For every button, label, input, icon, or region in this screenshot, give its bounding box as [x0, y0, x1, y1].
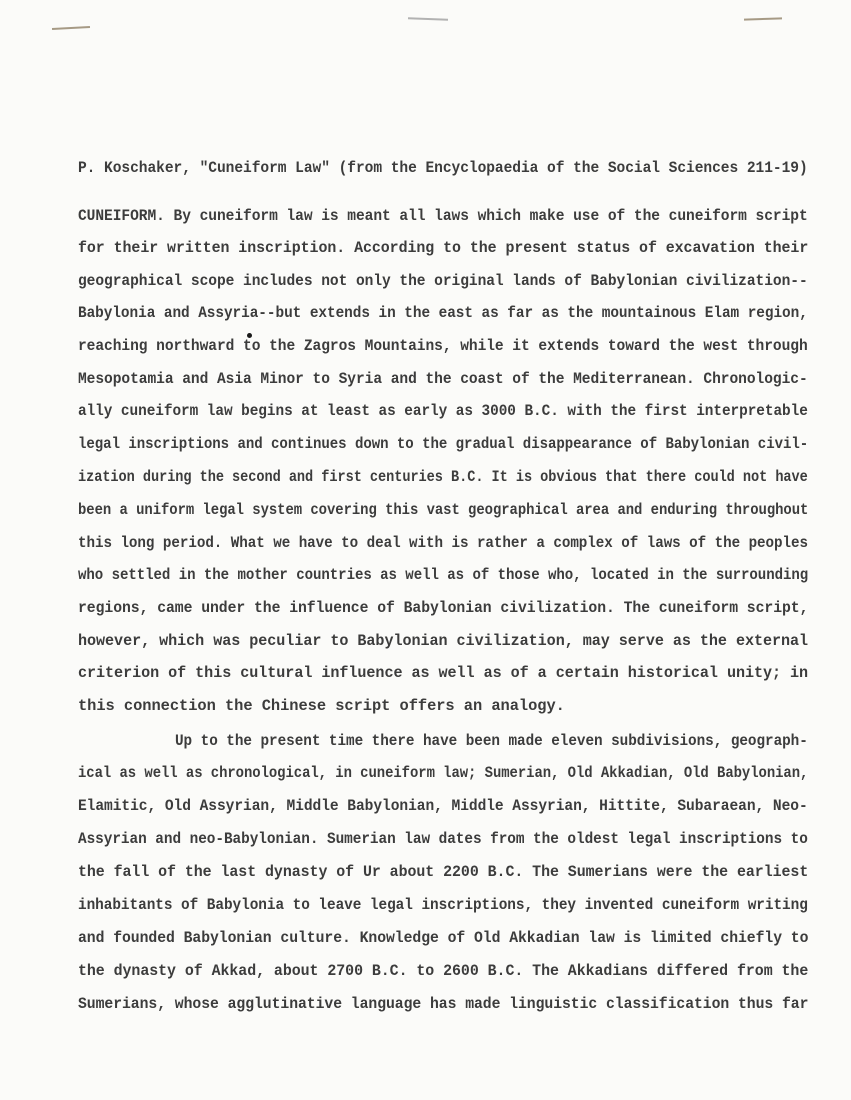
- staple-mark-left: [52, 26, 90, 30]
- text-line: Sumerians, whose agglutinative language has made linguistic classification thus far: [78, 995, 809, 1013]
- text-line: and founded Babylonian culture. Knowledge of Old Akkadian law is limited chiefly to: [78, 929, 809, 947]
- text-line: the dynasty of Akkad, about 2700 B.C. to 2600 B.C. The Akkadians differed from the: [78, 962, 809, 980]
- text-line: criterion of this cultural influence as well as of a certain historical unity; in: [78, 664, 809, 682]
- text-line: this long period. What we have to deal with is rather a complex of laws of the peoples: [78, 534, 808, 552]
- text-line: Mesopotamia and Asia Minor to Syria and the coast of the Mediterranean. Chronologic-: [78, 370, 808, 388]
- text-line: regions, came under the influence of Babylonian civilization. The cuneiform script,: [78, 599, 809, 617]
- paragraph-indent-line: Up to the present time there have been made eleven subdivisions, geograph-: [175, 732, 808, 750]
- text-line: ally cuneiform law begins at least as early as 3000 B.C. with the first interpretable: [78, 402, 808, 420]
- text-line: Assyrian and neo-Babylonian. Sumerian law dates from the oldest legal inscriptions to: [78, 830, 808, 848]
- text-line: Babylonia and Assyria--but extends in the east as far as the mountainous Elam region,: [78, 304, 808, 322]
- text-line: for their written inscription. According to the present status of excavation their: [78, 239, 809, 257]
- text-line: reaching northward to the Zagros Mountains, while it extends toward the west through: [78, 337, 808, 355]
- text-line: CUNEIFORM. By cuneiform law is meant all laws which make use of the cuneiform script: [78, 207, 808, 225]
- staple-mark-right: [744, 17, 782, 20]
- staple-mark-center: [408, 17, 448, 20]
- text-line: ization during the second and first centuries B.C. It is obvious that there could not have: [78, 468, 808, 486]
- text-line: Elamitic, Old Assyrian, Middle Babylonian, Middle Assyrian, Hittite, Subaraean, Neo-: [78, 797, 808, 815]
- text-line: this connection the Chinese script offers an analogy.: [78, 697, 565, 715]
- document-header: P. Koschaker, "Cuneiform Law" (from the Encyclopaedia of the Social Sciences 211-19): [78, 159, 808, 177]
- text-line: the fall of the last dynasty of Ur about 2200 B.C. The Sumerians were the earliest: [78, 863, 809, 881]
- text-line: geographical scope includes not only the original lands of Babylonian civilization--: [78, 272, 808, 290]
- text-line: who settled in the mother countries as well as of those who, located in the surrounding: [78, 566, 809, 584]
- text-line: however, which was peculiar to Babylonian civilization, may serve as the external: [78, 632, 809, 650]
- text-line: ical as well as chronological, in cuneiform law; Sumerian, Old Akkadian, Old Babylonian,: [78, 764, 809, 782]
- text-line: legal inscriptions and continues down to the gradual disappearance of Babylonian civil-: [78, 435, 809, 453]
- text-line: been a uniform legal system covering this vast geographical area and enduring throughout: [78, 501, 809, 519]
- text-line: inhabitants of Babylonia to leave legal inscriptions, they invented cuneiform writing: [78, 896, 808, 914]
